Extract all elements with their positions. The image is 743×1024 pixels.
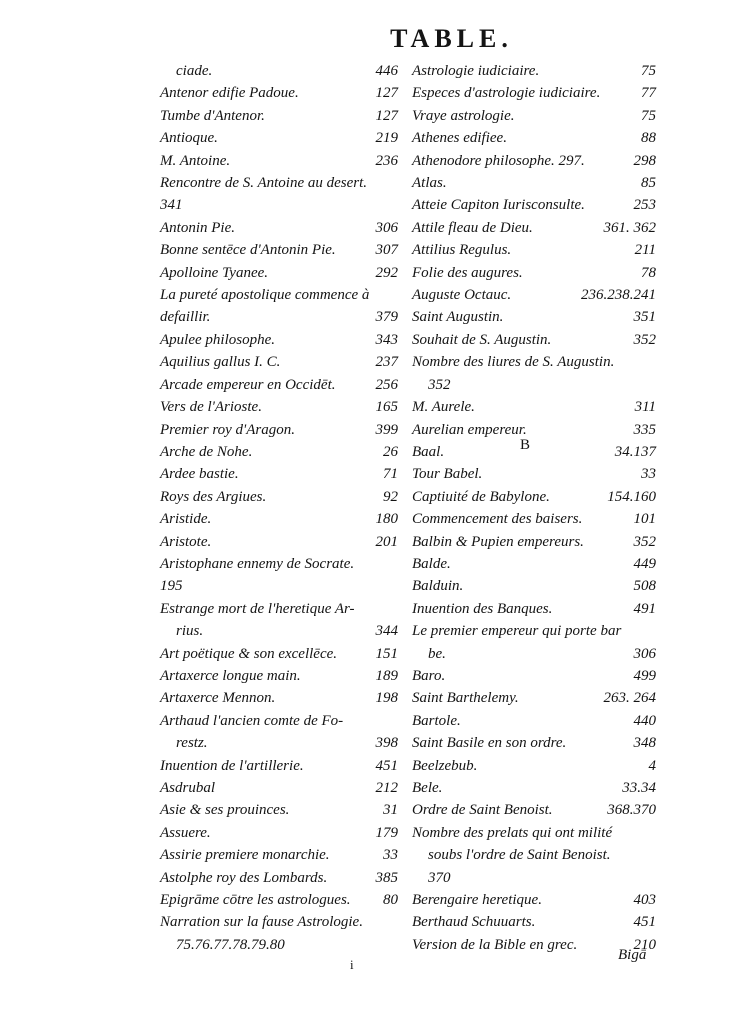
index-entry-text: La pureté apostolique commence à [160,287,370,304]
index-entry-page: 236 [375,152,398,169]
index-entry [412,844,656,866]
index-entry-page: 451 [375,757,398,774]
index-entry-page: 219 [375,130,398,147]
index-entry-text: Vraye astrologie. [412,107,515,124]
index-entry-text: Asdrubal [160,780,216,796]
index-entry-page: 85 [641,175,656,192]
index-entry-text: Saint Augustin. [412,309,504,326]
index-entry-page: 127 [375,107,398,124]
index-entry [160,486,398,508]
index-entry [160,441,398,463]
index-entry [160,508,398,530]
index-entry [160,194,398,216]
index-entry [412,710,656,732]
index-entry-page: 306 [633,645,656,662]
index-entry-text: Vers de l'Arioste. [160,399,262,416]
index-entry [412,60,656,82]
index-entry-page: 352 [633,331,656,348]
index-entry-page: 201 [375,533,398,550]
index-entry-page: 80 [383,892,398,909]
index-entry-page: 343 [375,331,398,348]
index-entry-text: Astolphe roy des Lombards. [160,869,328,886]
index-entry-text: Aristote. [160,533,212,550]
index-entry-page: 34.137 [614,443,656,460]
index-entry [412,531,656,553]
index-entry [412,82,656,104]
index-entry [412,687,656,709]
index-entry [412,553,656,575]
index-entry [412,172,656,194]
index-entry-text: Apolloine Tyanee. [160,264,269,281]
index-entry-page: 335 [633,421,656,438]
index-entry-text: Bonne sentēce d'Antonin Pie. [160,242,336,259]
index-entry [160,799,398,821]
index-entry [160,127,398,149]
index-entry [412,911,656,933]
index-entry-page: 348 [633,735,656,752]
index-entry-page: 92 [383,488,398,505]
index-entry-text: M. Aurele. [412,399,475,416]
index-entry [412,217,656,239]
index-entry [160,82,398,104]
index-entry-text: Aurelian empereur. [412,421,527,438]
index-entry-text: restz. [176,735,208,752]
index-entry-text: Berengaire heretique. [412,892,542,909]
index-entry [412,441,656,463]
index-entry-text: defaillir. [160,309,211,326]
index-entry-page: 75 [641,107,656,124]
index-column-right [412,60,656,956]
index-entry-page: 26 [383,443,398,460]
index-entry-page: 211 [634,242,656,259]
index-entry-text: M. Antoine. [160,152,231,169]
index-entry-text: Nombre des prelats qui ont milité [412,824,613,841]
index-entry [160,755,398,777]
index-entry [160,575,398,597]
index-entry-page: 399 [375,421,398,438]
index-entry [412,598,656,620]
index-entry-page: 292 [375,264,398,281]
index-entry-page: 385 [375,869,398,886]
index-entry [160,598,398,620]
index-entry [160,262,398,284]
index-entry-text: Estrange mort de l'heretique Ar- [160,600,355,617]
index-entry-page: 33 [641,466,656,483]
index-entry-text: Baal. [412,443,445,460]
index-entry [412,351,656,373]
index-entry-page: 253 [633,197,656,214]
index-entry-page: 351 [633,309,656,326]
index-entry-page: 256 [375,376,398,393]
index-entry-text: Aristophane ennemy de Socrate. [160,555,355,572]
index-entry [160,105,398,127]
index-entry [412,127,656,149]
index-entry-page: 210 [633,936,656,953]
section-letter: B [520,437,531,453]
index-entry [160,867,398,889]
index-entry-page: 379 [375,309,398,326]
index-entry [412,284,656,306]
index-entry-text: Berthaud Schuuarts. [412,914,536,931]
index-entry-page: 491 [633,600,656,617]
index-entry-text: Atlas. [412,175,447,192]
index-entry [160,710,398,732]
index-entry-page: 361. 362 [603,219,656,236]
index-entry [412,105,656,127]
index-column-left [160,60,398,956]
index-entry-page: 263. 264 [603,690,656,707]
index-entry-page: 237 [375,354,398,371]
index-entry-text: be. [428,645,446,662]
index-entry [412,732,656,754]
index-entry-text: Especes d'astrologie iudiciaire. [412,85,601,102]
index-entry-page: 189 [375,667,398,684]
index-entry-text: Saint Basile en son ordre. [412,735,567,752]
index-entry-text: Epigrāme cōtre les astrologues. [160,892,351,909]
index-entry-page: 449 [633,555,656,572]
index-entry-page: 499 [633,667,656,684]
index-entry-page: 101 [633,511,656,528]
index-entry [160,463,398,485]
index-entry-text: Antenor edifie Padoue. [160,85,299,102]
index-entry-text: Bele. [412,780,443,796]
index-entry-page: 451 [633,914,656,931]
index-entry-page: 440 [633,712,656,729]
index-entry-text: Attile fleau de Dieu. [412,219,533,236]
index-entry [412,194,656,216]
index-entry-text: Souhait de S. Augustin. [412,331,552,348]
index-entry-page: 236.238.241 [581,287,656,304]
index-entry-page: 306 [375,219,398,236]
index-entry-page: 77 [641,85,656,102]
index-entry-text: 341 [160,197,183,214]
index-entry-page: 88 [641,130,656,147]
index-entry-page: 198 [375,690,398,707]
index-entry-text: Tour Babel. [412,466,483,483]
index-entry [412,463,656,485]
index-entry-text: Roys des Argiues. [160,488,267,505]
index-entry-page: 78 [641,264,656,281]
index-entry-page: 4 [648,757,656,774]
index-entry-page: 179 [375,824,398,841]
index-entry-page: 307 [375,242,398,259]
index-entry-text: Version de la Bible en grec. [412,936,578,953]
index-entry-text: soubs l'ordre de Saint Benoist. [428,847,611,864]
index-entry [160,329,398,351]
page-header [0,24,743,54]
index-entry [160,374,398,396]
index-entry-text: Bartole. [412,712,461,729]
index-entry [412,799,656,821]
index-entry-text: 195 [160,578,183,595]
index-entry [160,844,398,866]
index-entry-page: 151 [375,645,398,662]
index-entry [160,351,398,373]
index-entry [412,822,656,844]
index-entry-text: Auguste Octauc. [412,287,512,304]
index-entry-text: Le premier empereur qui porte bar [412,623,622,640]
index-entry-text: Athenodore philosophe. 297. [412,152,585,169]
index-entry-page: 368.370 [607,802,656,819]
index-entry [160,889,398,911]
index-entry-text: Ordre de Saint Benoist. [412,802,553,819]
index-entry-text: Artaxerce Mennon. [160,690,276,707]
index-entry-text: rius. [176,623,204,640]
index-entry [160,620,398,642]
index-entry [160,284,398,306]
index-entry-text: 75.76.77.78.79.80 [176,936,285,953]
index-entry [160,687,398,709]
index-entry-page: 180 [375,511,398,528]
index-entry-page: 508 [633,578,656,595]
index-entry [412,329,656,351]
index-entry [160,239,398,261]
index-entry-text: Assirie premiere monarchie. [160,847,330,864]
index-entry [412,755,656,777]
index-entry-text: Aristide. [160,511,212,528]
index-entry [412,508,656,530]
index-entry [412,396,656,418]
index-entry [160,306,398,328]
index-entry-text: Astrologie iudiciaire. [412,63,540,79]
index-entry [160,60,398,82]
index-entry [412,150,656,172]
index-entry-text: Ardee bastie. [160,466,239,483]
index-entry-text: ciade. [176,63,213,79]
index-entry-text: Commencement des baisers. [412,511,583,528]
index-entry-text: Baro. [412,667,446,684]
index-entry-text: Balbin & Pupien empereurs. [412,533,584,550]
index-entry-page: 154.160 [607,488,656,505]
index-entry [160,911,398,933]
index-entry [160,531,398,553]
index-entry [412,665,656,687]
index-entry [412,306,656,328]
index-entry-text: Arthaud l'ancien comte de Fo- [160,712,344,729]
index-entry [160,643,398,665]
index-entry [412,419,656,441]
index-entry-page: 352 [633,533,656,550]
index-entry-text: Inuention de l'artillerie. [160,757,304,774]
index-entry-text: Artaxerce longue main. [160,667,301,684]
index-entry-text: Captiuité de Babylone. [412,488,550,505]
index-entry [412,374,656,396]
index-entry [160,419,398,441]
index-entry [160,777,398,799]
index-entry-text: Asie & ses prouinces. [160,802,290,819]
index-entry [412,239,656,261]
index-entry-text: Folie des augures. [412,264,523,281]
index-entry [412,777,656,799]
index-entry [160,217,398,239]
index-entry-page: 31 [383,802,398,819]
index-entry-text: Saint Barthelemy. [412,690,519,707]
index-entry [412,867,656,889]
catchword: Bigā [618,947,647,963]
index-entry [160,665,398,687]
index-entry-text: 352 [428,376,451,393]
index-entry-text: Aquilius gallus I. C. [160,354,281,371]
index-entry-text: Apulee philosophe. [160,331,275,348]
index-entry [412,575,656,597]
signature-mark: i [350,957,354,972]
index-entry [160,732,398,754]
index-entry-page: 127 [375,85,398,102]
index-entry-page: 398 [375,735,398,752]
index-entry [412,262,656,284]
index-entry-text: Tumbe d'Antenor. [160,107,265,124]
index-entry-page: 446 [375,63,398,79]
index-entry-text: Inuention des Banques. [412,600,553,617]
index-entry-page: 344 [375,623,398,640]
index-entry-text: Premier roy d'Aragon. [160,421,295,438]
index-entry [160,150,398,172]
index-entry-text: Athenes edifiee. [412,130,507,147]
index-entry [160,172,398,194]
index-entry-text: Arche de Nohe. [160,443,253,460]
index-entry [160,553,398,575]
index-entry [160,934,398,956]
index-entry [160,822,398,844]
index-entry-page: 212 [375,780,398,796]
index-entry-page: 311 [634,399,656,416]
index-entry [412,643,656,665]
index-entry [412,620,656,642]
index-entry-text: Antioque. [160,130,218,147]
index-entry-page: 33 [383,847,398,864]
index-entry-text: Art poëtique & son excellēce. [160,645,338,662]
index-entry-page: 298 [633,152,656,169]
index-entry-text: Assuere. [160,824,211,841]
index-entry-page: 33.34 [622,780,656,796]
index-entry-text: Narration sur la fause Astrologie. [160,914,363,931]
index-entry-text: 370 [428,869,451,886]
index-entry-text: Arcade empereur en Occidēt. [160,376,336,393]
index-entry-text: Balduin. [412,578,464,595]
index-entry-page: 403 [633,892,656,909]
index-entry-text: Antonin Pie. [160,219,235,236]
index-entry [412,486,656,508]
index-entry-text: Nombre des liures de S. Augustin. [412,354,615,371]
index-entry [412,889,656,911]
index-entry-page: 165 [375,399,398,416]
index-entry-text: Beelzebub. [412,757,478,774]
index-entry-text: Balde. [412,555,451,572]
index-entry-text: Rencontre de S. Antoine au desert. [160,175,368,192]
index-entry-text: Attilius Regulus. [412,242,512,259]
index-entry-page: 75 [641,63,656,79]
index-entry-text: Atteie Capiton Iurisconsulte. [412,197,585,214]
index-entry-page: 71 [383,466,398,483]
index-entry [160,396,398,418]
page-title: TABLE. [390,24,513,53]
